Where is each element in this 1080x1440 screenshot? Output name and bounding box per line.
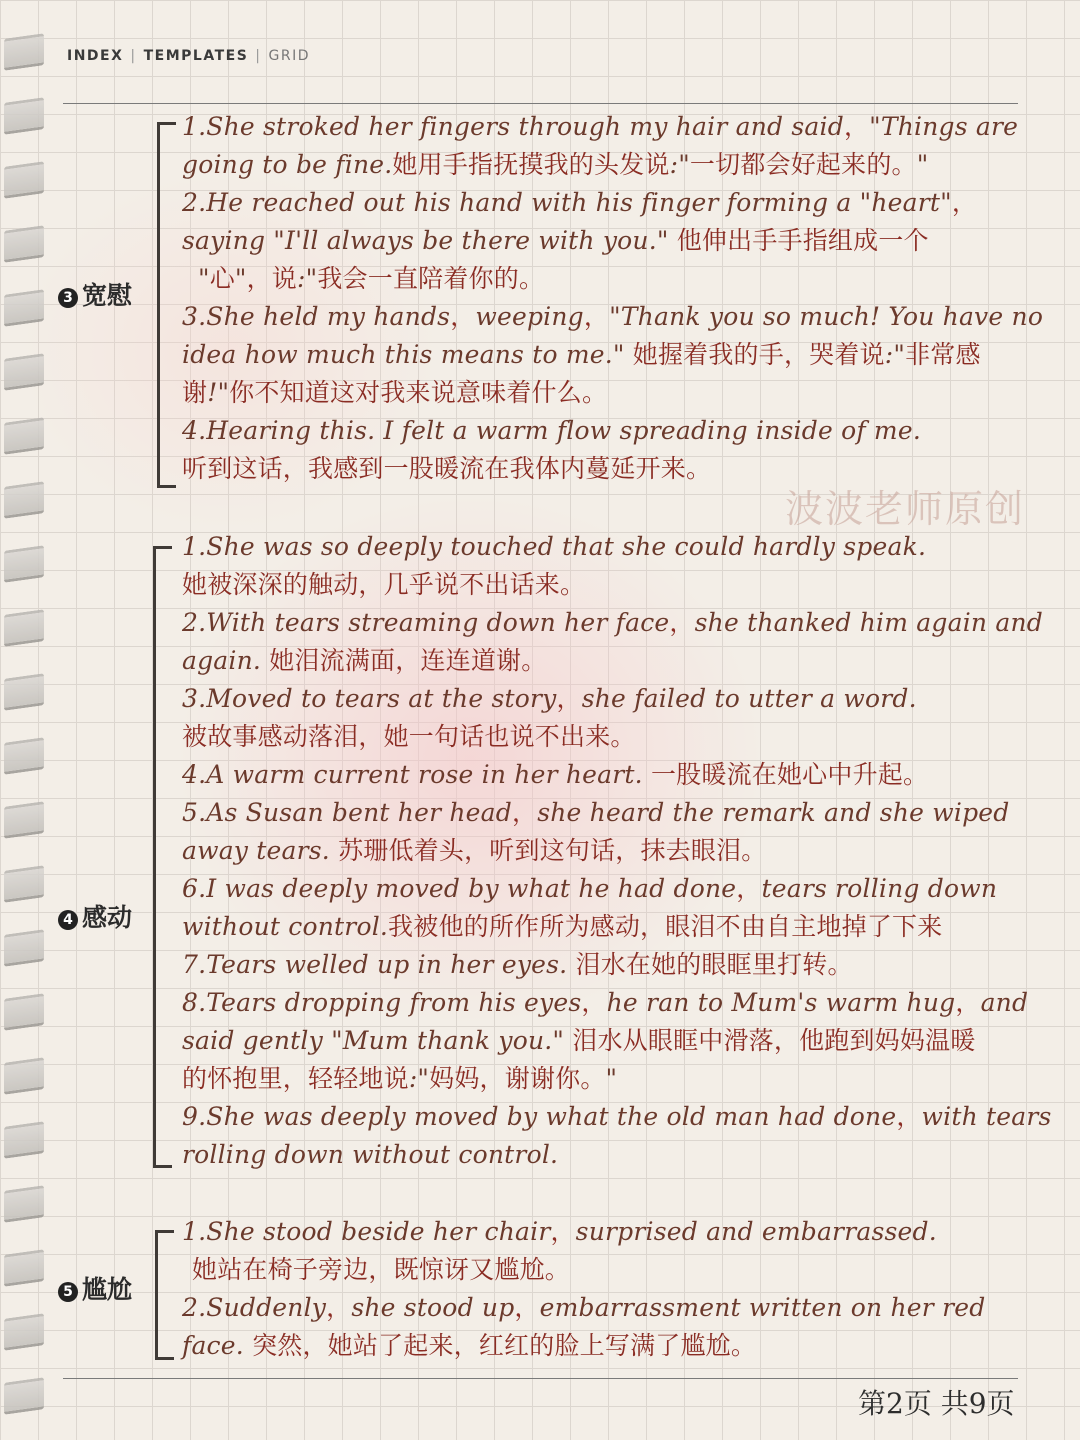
binding-ring — [4, 1313, 44, 1351]
text-line: 2.He reached out his hand with his finger forming a "heart"， — [182, 188, 978, 217]
section-number: 3 — [58, 288, 78, 308]
binding-ring — [4, 481, 44, 519]
binding-ring — [4, 1249, 44, 1287]
text-line: 9.She was deeply moved by what the old man had done，with tears — [182, 1102, 1052, 1131]
text-line: again. 她泪流满面，连连道谢。 — [182, 646, 547, 675]
text-line: 被故事感动落泪，她一句话也说不出来。 — [182, 722, 636, 751]
binding-ring — [4, 801, 44, 839]
text-line: "心"，说:"我会一直陪着你的。 — [198, 264, 545, 293]
section-label-comfort — [58, 276, 132, 312]
binding-ring — [4, 161, 44, 199]
watermark: 波波老师原创 — [785, 487, 1026, 531]
binding-ring — [4, 225, 44, 263]
text-line: 7.Tears welled up in her eyes. 泪水在她的眼眶里打转。 — [182, 950, 853, 979]
text-line: 的怀抱里，轻轻地说:"妈妈，谢谢你。" — [182, 1064, 618, 1093]
section-title: 宽慰 — [82, 281, 133, 310]
binding-ring — [4, 993, 44, 1031]
section-bracket — [153, 546, 172, 1168]
section-label-embarrassed — [58, 1270, 132, 1306]
section-content-embarrassed — [182, 1213, 1067, 1365]
binding-ring — [4, 609, 44, 647]
text-line: 4.Hearing this. I felt a warm flow spreading inside of me. — [182, 416, 921, 445]
section-number: 5 — [58, 1282, 78, 1302]
text-line: saying "I'll always be there with you." 他伸出手手指组成一个 — [182, 226, 929, 255]
section-bracket — [157, 122, 176, 488]
text-line: away tears. 苏珊低着头，听到这句话，抹去眼泪。 — [182, 836, 767, 865]
nav-templates-link[interactable]: TEMPLATES — [143, 48, 249, 64]
nav-separator: | — [130, 48, 137, 64]
section-number: 4 — [58, 910, 78, 930]
text-line: 1.She stroked her fingers through my hair and said，"Things are — [182, 112, 1019, 141]
text-line: 4.A warm current rose in her heart. 一股暖流在她心中升起。 — [182, 760, 929, 789]
binding-ring — [4, 1057, 44, 1095]
text-line: 2.With tears streaming down her face，she thanked him again and — [182, 608, 1043, 637]
binding-ring — [4, 737, 44, 775]
section-content-comfort — [182, 108, 1067, 488]
text-line: without control.我被他的所作所为感动，眼泪不由自主地掉了下来 — [182, 912, 943, 941]
text-line: 她站在椅子旁边，既惊讶又尴尬。 — [192, 1255, 571, 1284]
text-line: going to be fine.她用手指抚摸我的头发说:"一切都会好起来的。" — [182, 150, 929, 179]
text-line: rolling down without control. — [182, 1140, 559, 1169]
binding-ring — [4, 1121, 44, 1159]
top-divider — [63, 103, 1018, 104]
binding-ring — [4, 865, 44, 903]
bottom-divider — [63, 1378, 1018, 1379]
section-content-moved — [182, 528, 1067, 1174]
nav-index-link[interactable]: INDEX — [67, 48, 124, 64]
text-line: said gently "Mum thank you." 泪水从眼眶中滑落，他跑到妈妈温暖 — [182, 1026, 976, 1055]
text-line: 1.She was so deeply touched that she could hardly speak. — [182, 532, 927, 561]
text-line: idea how much this means to me." 她握着我的手，哭着说:"非常感 — [182, 340, 981, 369]
text-line: 谢!"你不知道这对我来说意味着什么。 — [182, 378, 608, 407]
text-line: 听到这话，我感到一股暖流在我体内蔓延开来。 — [182, 454, 712, 483]
binding-ring — [4, 673, 44, 711]
section-title: 尴尬 — [82, 1275, 133, 1304]
text-line: 6.I was deeply moved by what he had done，tears rolling down — [182, 874, 998, 903]
binding-ring — [4, 1185, 44, 1223]
section-bracket — [155, 1230, 174, 1360]
spiral-binding — [0, 28, 50, 1428]
nav-separator: | — [255, 48, 262, 64]
text-line: 3.Moved to tears at the story，she failed to utter a word. — [182, 684, 917, 713]
top-nav — [67, 48, 310, 64]
binding-ring — [4, 97, 44, 135]
text-line: 1.She stood beside her chair，surprised and embarrassed. — [182, 1217, 937, 1246]
text-line: face. 突然，她站了起来，红红的脸上写满了尴尬。 — [182, 1331, 757, 1360]
text-line: 8.Tears dropping from his eyes，he ran to Mum's warm hug，and — [182, 988, 1029, 1017]
binding-ring — [4, 1377, 44, 1415]
text-line: 她被深深的触动，几乎说不出话来。 — [182, 570, 586, 599]
text-line: 3.She held my hands，weeping，"Thank you so much! You have no — [182, 302, 1044, 331]
binding-ring — [4, 417, 44, 455]
nav-grid-link[interactable]: GRID — [268, 48, 311, 64]
text-line: 2.Suddenly，she stood up，embarrassment written on her red — [182, 1293, 986, 1322]
text-line: 5.As Susan bent her head，she heard the remark and she wiped — [182, 798, 1010, 827]
binding-ring — [4, 289, 44, 327]
binding-ring — [4, 353, 44, 391]
page-number: 第2页 共9页 — [858, 1387, 1015, 1420]
binding-ring — [4, 33, 44, 71]
section-title: 感动 — [82, 903, 133, 932]
binding-ring — [4, 929, 44, 967]
binding-ring — [4, 545, 44, 583]
section-label-moved — [58, 898, 132, 934]
